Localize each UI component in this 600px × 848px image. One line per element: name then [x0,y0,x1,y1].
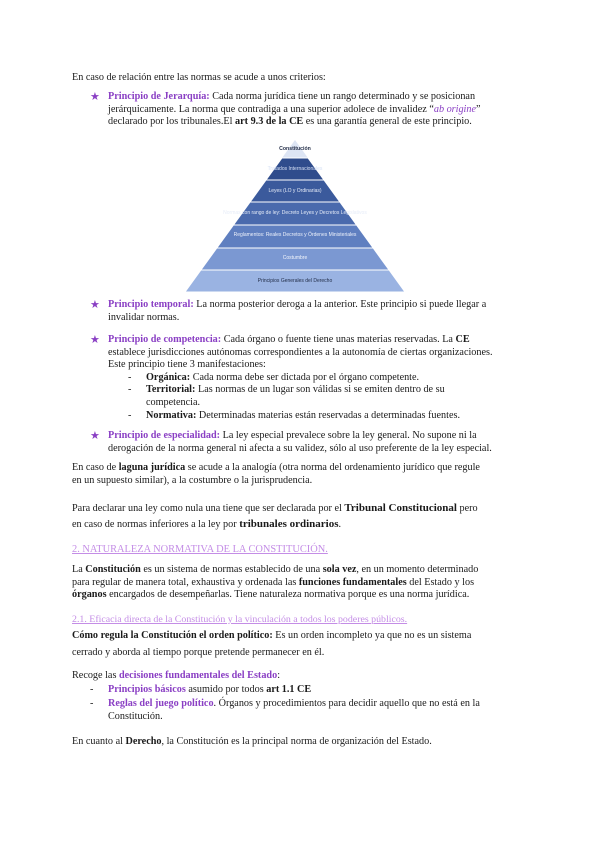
laguna-paragraph: En caso de laguna jurídica se acude a la analogía (otra norma del ordenamiento jurídico que regule en un supuesto similar), a la costumbre o la jurisprudencia. [72,462,480,486]
pyramid-level-label: Tratados Internacionales [267,166,323,172]
orden-politico-paragraph: Cómo regula la Constitución el orden político: Es un orden incompleto ya que no es un sistema cerrado y aborda al tiempo porque pretende permanecer en él. [72,630,472,658]
principle-title: Principio de competencia: [108,334,222,345]
principle-competencia: Principio de competencia: Cada órgano o fuente tiene unas materias reservadas. La CE establece jurisdicciones autónomas correspondientes a la autonomía de ciertas organizaciones. Este principio tiene 3 manifestaciones: [108,334,493,371]
principle-title: Principio temporal: [108,299,194,310]
principle-title: Principio de Jerarquía: [108,91,210,102]
subsection-heading[interactable]: 2.1. Eficacia directa de la Constitución y la vinculación a todos los poderes públicos. [72,614,408,625]
principle-jerarquia: Principio de Jerarquía: Cada norma jurídica tiene un rango determinado y se posicionan jerárquicamente. La norma que contradiga a una superior adolece de invalidez “ab origine” declarado por los tribunales.El art 9.3 de la CE es una garantía general de este principio. [108,91,481,128]
list-item: Orgánica: Cada norma debe ser dictada por el órgano competente. [146,372,420,383]
final-paragraph: En cuanto al Derecho, la Constitución es la principal norma de organización del Estado. [72,736,432,747]
hierarchy-pyramid [185,140,405,292]
list-item: Principios básicos asumido por todos art 1.1 CE [108,684,312,695]
document-page: En caso de relación entre las normas se acude a unos criterios: ★ Principio de Jerarquía: Cada norma jurídica tiene un rango determinado y se posicionan jerárquicamente. La norma que contradiga a una superior adolece de invalidez “ab origine” declarado por los tribunales.El art 9.3 de la CE es una garantía general de este principio. Constitución Tratados Internacionales Leyes (LO y Ordinarias) Normas con rango de ley: Decreto Leyes y Decretos Legislativos Reglamentos: Reales Decretos y Órdenes Ministeriales Costumbre Principios Generales del Derecho ★ Principio temporal: La norma posterior deroga a la anterior. Este principio si puede llegar a invalidar normas. ★ Principio de competencia: Cada órgano o fuente tiene unas materias reservadas. La CE establece jurisdicciones autónomas correspondientes a la autonomía de ciertas organizaciones. Este principio tiene 3 manifestaciones: - Orgánica: Cada norma debe ser dictada por el órgano competente. - Territorial: Las normas de un lugar son válidas si se emiten dentro de su competencia. - Normativa: Determinadas materias están reservadas a determinadas fuentes. ★ Principio de especialidad: La ley especial prevalece sobre la ley general. No supone ni la derogación de la norma general ni afecta a su validez, sólo al uso preferente de la ley especial. En caso de laguna jurídica se acude a la analogía (otra norma del ordenamiento jurídico que regule en un supuesto similar), a la costumbre o la jurisprudencia. Para declarar una ley como nula una tiene que ser declarada por el Tribunal Constitucional pero en caso de normas inferiores a la ley por tribunales ordinarios. 2. NATURALEZA NORMATIVA DE LA CONSTITUCIÓN. La Constitución es un sistema de normas establecido de una sola vez, en un momento determinado para regular de manera total, exhaustiva y ordenada las funciones fundamentales del Estado y los órganos encargados de desempeñarlas. Tiene naturaleza normativa porque es una norma jurídica. 2.1. Eficacia directa de la Constitución y la vinculación a todos los poderes públicos. Cómo regula la Constitución el orden político: Es un orden incompleto ya que no es un sistema cerrado y aborda al tiempo porque pretende permanecer en él. Recoge las decisiones fundamentales del Estado: - Principios básicos asumido por todos art 1.1 CE - Reglas del juego político. Órganos y procedimientos para decidir aquello que no está en la Constitución. En cuanto al Derecho, la Constitución es la principal norma de organización del Estado. [0,0,600,848]
star-icon: ★ [90,430,100,442]
intro-text: En caso de relación entre las normas se acude a unos criterios: [72,72,326,83]
pyramid-level-label: Costumbre [282,255,308,261]
list-item: Normativa: Determinadas materias están reservadas a determinadas fuentes. [146,410,460,421]
pyramid-level-label: Reglamentos: Reales Decretos y Órdenes Ministeriales [233,232,357,238]
principle-especialidad: Principio de especialidad: La ley especial prevalece sobre la ley general. No supone ni la derogación de la norma general ni afecta a su validez, sólo al uso preferente de la ley especial. [108,430,492,454]
pyramid-level-label: Leyes (LO y Ordinarias) [268,188,322,194]
list-item: Reglas del juego político. Órganos y procedimientos para decidir aquello que no está en la Constitución. [108,698,480,722]
pyramid-level-label: Principios Generales del Derecho [257,278,333,284]
pyramid-level-label: Normas con rango de ley: Decreto Leyes y Decretos Legislativos [223,210,367,216]
nula-paragraph: Para declarar una ley como nula una tiene que ser declarada por el Tribunal Constitucional pero en caso de normas inferiores a la ley por tribunales ordinarios. [72,502,478,530]
pyramid-level-label: Constitución [279,146,311,152]
star-icon: ★ [90,334,100,346]
section2-paragraph: La Constitución es un sistema de normas establecido de una sola vez, en un momento determinado para regular de manera total, exhaustiva y ordenada las funciones fundamentales del Estado y los órganos encargados de desempeñarlas. Tiene naturaleza normativa porque es una norma jurídica. [72,564,479,601]
principle-temporal: Principio temporal: La norma posterior deroga a la anterior. Este principio si puede llegar a invalidar normas. [108,299,487,323]
principle-title: Principio de especialidad: [108,430,221,441]
list-item: Territorial: Las normas de un lugar son válidas si se emiten dentro de su competencia. [146,384,445,408]
star-icon: ★ [90,299,100,311]
star-icon: ★ [90,91,100,103]
section-heading[interactable]: 2. NATURALEZA NORMATIVA DE LA CONSTITUCIÓN. [72,544,328,555]
recoge-line: Recoge las decisiones fundamentales del Estado: [72,670,281,681]
